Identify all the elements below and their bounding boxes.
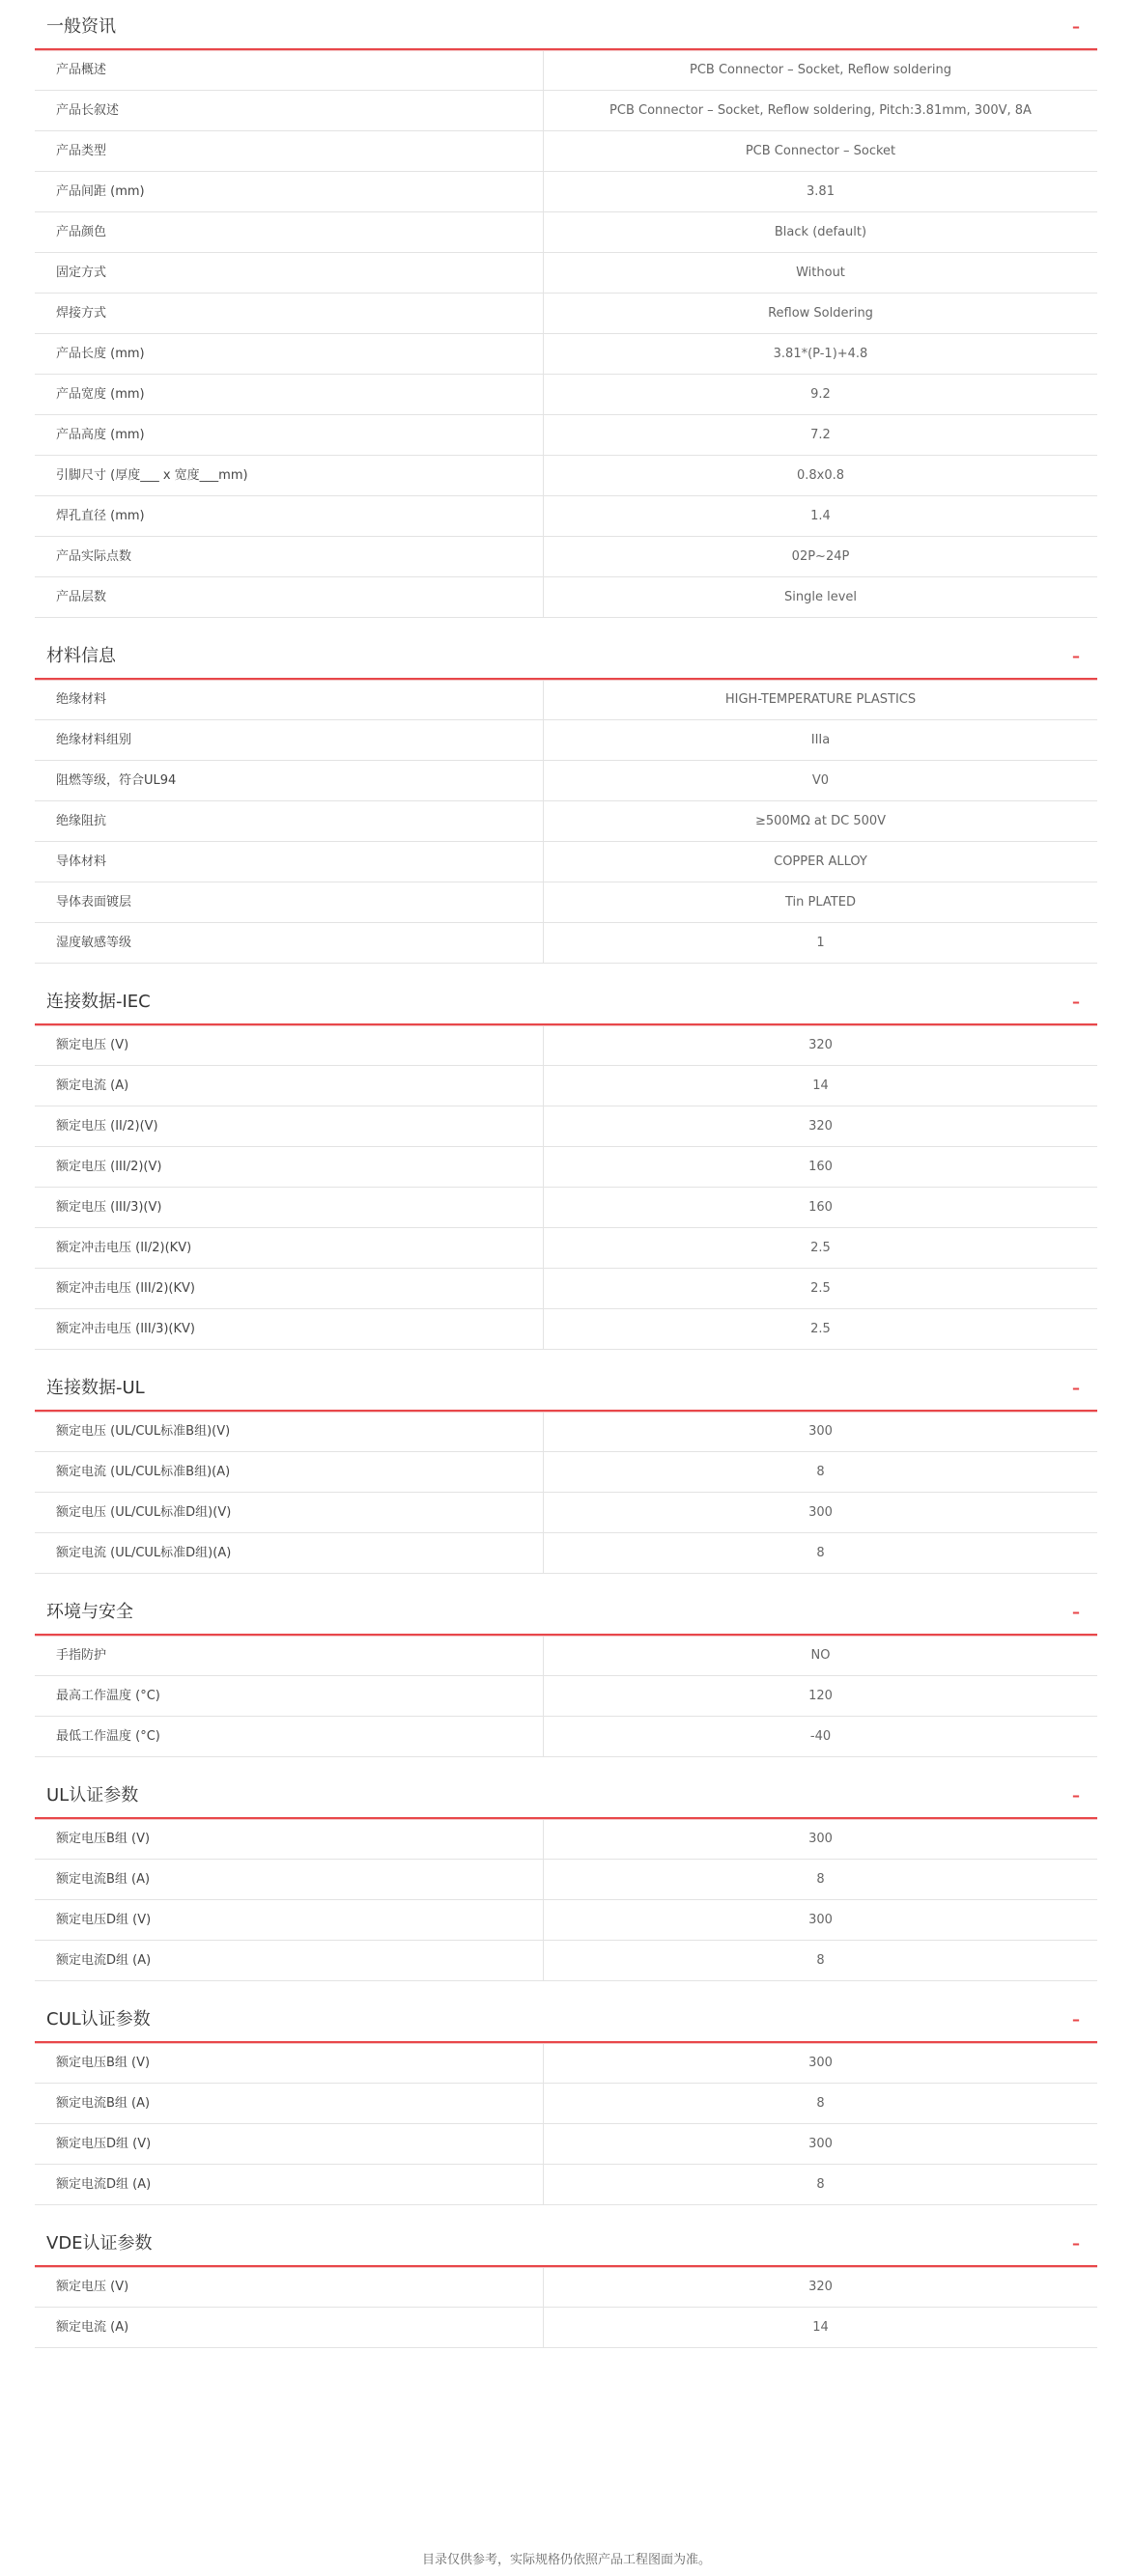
spec-label: 额定冲击电压 (III/2)(KV): [35, 1269, 544, 1308]
spec-row: [35, 761, 1097, 801]
section-title: CUL认证参数: [46, 2009, 151, 2030]
spec-value: 1.4: [810, 509, 831, 523]
spec-value: 300: [808, 1913, 833, 1927]
spec-value: 320: [808, 2280, 833, 2294]
spec-label: 产品高度 (mm): [35, 415, 544, 455]
spec-label: 产品长度 (mm): [35, 334, 544, 374]
spec-label: 额定电压 (III/3)(V): [35, 1188, 544, 1227]
spec-value: Single level: [783, 590, 857, 604]
spec-value: 300: [808, 2137, 833, 2151]
spec-label: 额定电流D组 (A): [35, 1941, 544, 1980]
spec-value: 02P~24P: [791, 549, 850, 564]
spec-row: [35, 1412, 1097, 1452]
spec-row: [35, 2124, 1097, 2165]
spec-label: 额定电流 (A): [35, 2308, 544, 2347]
spec-row: [35, 2043, 1097, 2084]
spec-label: 手指防护: [35, 1636, 544, 1675]
spec-row: [35, 212, 1097, 253]
section-spacer: [35, 2205, 1097, 2217]
section-header: [35, 0, 1097, 50]
spec-row: [35, 334, 1097, 375]
spec-row: [35, 1819, 1097, 1860]
spec-value: 8: [816, 1465, 825, 1479]
spec-label: 固定方式: [35, 253, 544, 293]
spec-section: [35, 1769, 1097, 1993]
section-header: [35, 1769, 1097, 1819]
section-header: [35, 1993, 1097, 2043]
spec-row: [35, 1941, 1097, 1981]
spec-value: 8: [816, 1872, 825, 1887]
spec-value: ≥500MΩ at DC 500V: [754, 814, 887, 828]
spec-row: [35, 1025, 1097, 1066]
spec-value: HIGH-TEMPERATURE PLASTICS: [724, 692, 917, 707]
collapse-toggle-button[interactable]: –: [1072, 17, 1080, 36]
collapse-toggle-button[interactable]: –: [1072, 2234, 1080, 2253]
spec-row: [35, 456, 1097, 496]
spec-row: [35, 1452, 1097, 1493]
spec-label: 额定电流D组 (A): [35, 2165, 544, 2204]
spec-label: 产品实际点数: [35, 537, 544, 576]
spec-row: [35, 50, 1097, 91]
spec-value: 1: [816, 936, 825, 950]
spec-value: 320: [808, 1119, 833, 1134]
spec-row: [35, 720, 1097, 761]
spec-value: -40: [809, 1729, 832, 1744]
spec-row: [35, 294, 1097, 334]
section-spacer: [35, 1350, 1097, 1361]
section-header: [35, 1585, 1097, 1636]
spec-label: 额定电压 (UL/CUL标准D组)(V): [35, 1493, 544, 1532]
spec-section: [35, 630, 1097, 975]
spec-value: 160: [808, 1200, 833, 1215]
spec-value: PCB Connector – Socket, Reflow soldering, Pitch:3.81mm, 300V, 8A: [609, 103, 1032, 118]
spec-row: [35, 496, 1097, 537]
spec-row: [35, 1676, 1097, 1717]
section-header: [35, 1361, 1097, 1412]
disclaimer-note: 目录仅供参考，实际规格仍依照产品工程图面为准。: [421, 2553, 711, 2567]
spec-row: [35, 253, 1097, 294]
collapse-toggle-button[interactable]: –: [1072, 993, 1080, 1011]
spec-label: 额定电压 (III/2)(V): [35, 1147, 544, 1187]
spec-row: [35, 882, 1097, 923]
spec-sheet: [35, 0, 1097, 2360]
spec-value: 300: [808, 1424, 833, 1439]
spec-value: 2.5: [810, 1322, 831, 1336]
spec-value: COPPER ALLOY: [774, 854, 867, 869]
spec-row: [35, 2165, 1097, 2205]
spec-label: 最高工作温度 (°C): [35, 1676, 544, 1716]
section-spacer: [35, 2348, 1097, 2360]
spec-section: [35, 1585, 1097, 1769]
spec-label: 额定电压B组 (V): [35, 1819, 544, 1859]
spec-label: 额定电流B组 (A): [35, 2084, 544, 2123]
section-title: 一般资讯: [46, 16, 116, 37]
spec-row: [35, 1066, 1097, 1106]
spec-row: [35, 1188, 1097, 1228]
spec-value: PCB Connector – Socket, Reflow soldering: [690, 63, 951, 77]
spec-label: 产品颜色: [35, 212, 544, 252]
collapse-toggle-button[interactable]: –: [1072, 1603, 1080, 1621]
spec-row: [35, 1147, 1097, 1188]
section-title: 材料信息: [46, 646, 116, 666]
spec-value: IIIa: [810, 733, 831, 747]
spec-value: 2.5: [810, 1241, 831, 1255]
spec-label: 绝缘材料: [35, 680, 544, 719]
spec-label: 额定电压B组 (V): [35, 2043, 544, 2083]
section-spacer: [35, 1757, 1097, 1769]
spec-row: [35, 91, 1097, 131]
section-title: UL认证参数: [46, 1785, 139, 1806]
spec-row: [35, 1309, 1097, 1350]
section-title: 连接数据-UL: [46, 1378, 145, 1398]
spec-section: [35, 2217, 1097, 2360]
spec-row: [35, 1860, 1097, 1900]
spec-row: [35, 680, 1097, 720]
spec-row: [35, 172, 1097, 212]
spec-label: 额定电压 (V): [35, 1025, 544, 1065]
spec-value: 9.2: [810, 387, 831, 402]
section-title: VDE认证参数: [46, 2233, 153, 2254]
spec-label: 额定电压D组 (V): [35, 1900, 544, 1940]
section-header: [35, 630, 1097, 680]
spec-label: 产品间距 (mm): [35, 172, 544, 211]
section-spacer: [35, 1981, 1097, 1993]
spec-value: 8: [816, 1546, 825, 1560]
spec-label: 导体材料: [35, 842, 544, 882]
spec-section: [35, 1993, 1097, 2217]
section-spacer: [35, 618, 1097, 630]
spec-value: 0.8x0.8: [796, 468, 845, 483]
spec-row: [35, 1636, 1097, 1676]
spec-value: 2.5: [810, 1281, 831, 1296]
spec-row: [35, 2267, 1097, 2308]
spec-row: [35, 1717, 1097, 1757]
spec-row: [35, 2308, 1097, 2348]
spec-label: 额定电压 (UL/CUL标准B组)(V): [35, 1412, 544, 1451]
spec-value: 14: [812, 2320, 829, 2335]
spec-label: 额定冲击电压 (III/3)(KV): [35, 1309, 544, 1349]
spec-label: 引脚尺寸 (厚度___ x 宽度___mm): [35, 456, 544, 495]
spec-value: 3.81*(P-1)+4.8: [773, 347, 868, 361]
spec-value: 14: [812, 1078, 829, 1093]
spec-row: [35, 1106, 1097, 1147]
spec-value: 300: [808, 2056, 833, 2070]
spec-section: [35, 0, 1097, 630]
section-title: 连接数据-IEC: [46, 992, 151, 1012]
spec-value: 120: [808, 1689, 833, 1703]
spec-label: 额定电流 (UL/CUL标准D组)(A): [35, 1533, 544, 1573]
spec-row: [35, 1533, 1097, 1574]
spec-value: 7.2: [810, 428, 831, 442]
spec-label: 额定电压 (V): [35, 2267, 544, 2307]
spec-label: 最低工作温度 (°C): [35, 1717, 544, 1756]
spec-value: NO: [810, 1648, 831, 1663]
section-header: [35, 2217, 1097, 2267]
spec-label: 产品概述: [35, 50, 544, 90]
spec-section: [35, 975, 1097, 1361]
collapse-toggle-button[interactable]: –: [1072, 2010, 1080, 2029]
spec-label: 产品类型: [35, 131, 544, 171]
spec-label: 焊孔直径 (mm): [35, 496, 544, 536]
spec-row: [35, 1900, 1097, 1941]
spec-label: 产品长叙述: [35, 91, 544, 130]
spec-value: Without: [796, 266, 845, 280]
spec-value: 8: [816, 2177, 825, 2192]
spec-label: 额定电流 (A): [35, 1066, 544, 1106]
spec-row: [35, 415, 1097, 456]
spec-value: 300: [808, 1505, 833, 1520]
section-spacer: [35, 964, 1097, 975]
spec-label: 额定电压 (II/2)(V): [35, 1106, 544, 1146]
spec-label: 导体表面镀层: [35, 882, 544, 922]
section-spacer: [35, 1574, 1097, 1585]
spec-value: 8: [816, 2096, 825, 2111]
spec-label: 产品层数: [35, 577, 544, 617]
spec-value: Black (default): [774, 225, 867, 239]
spec-label: 额定电流B组 (A): [35, 1860, 544, 1899]
spec-row: [35, 1228, 1097, 1269]
collapse-toggle-button[interactable]: –: [1072, 1379, 1080, 1397]
spec-row: [35, 2084, 1097, 2124]
spec-row: [35, 1493, 1097, 1533]
spec-value: V0: [811, 773, 830, 788]
section-title: 环境与安全: [46, 1602, 133, 1622]
spec-label: 产品宽度 (mm): [35, 375, 544, 414]
spec-row: [35, 131, 1097, 172]
spec-label: 额定冲击电压 (II/2)(KV): [35, 1228, 544, 1268]
spec-row: [35, 842, 1097, 882]
spec-value: 300: [808, 1832, 833, 1846]
spec-value: PCB Connector – Socket: [745, 144, 896, 158]
spec-value: 160: [808, 1160, 833, 1174]
spec-row: [35, 537, 1097, 577]
spec-label: 额定电流 (UL/CUL标准B组)(A): [35, 1452, 544, 1492]
spec-label: 焊接方式: [35, 294, 544, 333]
spec-row: [35, 577, 1097, 618]
spec-row: [35, 801, 1097, 842]
spec-label: 阻燃等级，符合UL94: [35, 761, 544, 800]
spec-value: 3.81: [807, 184, 835, 199]
spec-row: [35, 923, 1097, 964]
section-header: [35, 975, 1097, 1025]
spec-value: 320: [808, 1038, 833, 1052]
collapse-toggle-button[interactable]: –: [1072, 647, 1080, 665]
spec-value: Reflow Soldering: [768, 306, 873, 321]
spec-section: [35, 1361, 1097, 1585]
spec-row: [35, 375, 1097, 415]
spec-row: [35, 1269, 1097, 1309]
spec-label: 额定电压D组 (V): [35, 2124, 544, 2164]
collapse-toggle-button[interactable]: –: [1072, 1786, 1080, 1805]
spec-value: 8: [816, 1953, 825, 1968]
spec-value: Tin PLATED: [785, 895, 856, 910]
spec-label: 绝缘阻抗: [35, 801, 544, 841]
spec-label: 湿度敏感等级: [35, 923, 544, 963]
spec-label: 绝缘材料组别: [35, 720, 544, 760]
